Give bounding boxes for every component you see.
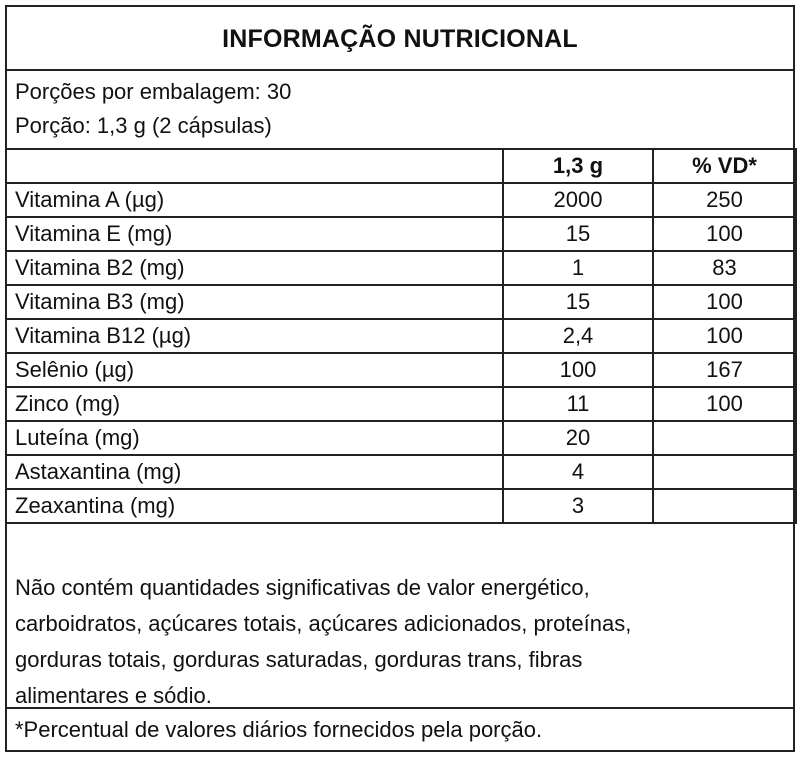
nutrient-daily-value: [653, 489, 796, 523]
panel-title: INFORMAÇÃO NUTRICIONAL: [7, 7, 793, 71]
nutrition-note: [15, 570, 785, 714]
servings-per-package: Porções por embalagem: 30: [15, 79, 292, 104]
note-line: Não contém quantidades significativas de valor energético,: [15, 575, 590, 600]
nutrient-daily-value: 167: [653, 353, 796, 387]
nutrient-daily-value: 100: [653, 319, 796, 353]
nutrient-name: Vitamina B2 (mg): [6, 251, 503, 285]
nutrient-name: Selênio (µg): [6, 353, 503, 387]
nutrient-name: Zeaxantina (mg): [6, 489, 503, 523]
nutrient-daily-value: [653, 421, 796, 455]
table-row: [6, 387, 796, 421]
table-row: [6, 251, 796, 285]
nutrient-amount: 15: [503, 217, 653, 251]
nutrient-name: Vitamina E (mg): [6, 217, 503, 251]
header-nutrient: [6, 149, 503, 183]
nutrient-name: Zinco (mg): [6, 387, 503, 421]
nutrient-amount: 15: [503, 285, 653, 319]
serving-info: [15, 75, 291, 143]
table-row: [6, 455, 796, 489]
nutrient-amount: 11: [503, 387, 653, 421]
nutrient-daily-value: 83: [653, 251, 796, 285]
table-row: [6, 421, 796, 455]
header-amount: 1,3 g: [503, 149, 653, 183]
note-line: alimentares e sódio.: [15, 683, 212, 708]
note-line: carboidratos, açúcares totais, açúcares adicionados, proteínas,: [15, 611, 632, 636]
nutrient-name: Astaxantina (mg): [6, 455, 503, 489]
nutrient-amount: 1: [503, 251, 653, 285]
nutrient-amount: 2,4: [503, 319, 653, 353]
nutrition-facts-panel: [5, 5, 795, 752]
table-row: [6, 319, 796, 353]
nutrient-name: Luteína (mg): [6, 421, 503, 455]
nutrient-table: [5, 148, 797, 524]
nutrient-amount: 100: [503, 353, 653, 387]
nutrient-daily-value: 250: [653, 183, 796, 217]
table-row: [6, 183, 796, 217]
nutrient-daily-value: [653, 455, 796, 489]
nutrient-daily-value: 100: [653, 217, 796, 251]
nutrient-amount: 3: [503, 489, 653, 523]
nutrient-amount: 4: [503, 455, 653, 489]
footnote-divider: [7, 707, 793, 709]
note-line: gorduras totais, gorduras saturadas, gorduras trans, fibras: [15, 647, 583, 672]
table-header-row: [6, 149, 796, 183]
nutrient-name: Vitamina B12 (µg): [6, 319, 503, 353]
daily-value-footnote: *Percentual de valores diários fornecidos pela porção.: [15, 717, 543, 742]
table-row: [6, 489, 796, 523]
nutrient-name: Vitamina A (µg): [6, 183, 503, 217]
nutrient-amount: 20: [503, 421, 653, 455]
table-row: [6, 353, 796, 387]
header-daily-value: % VD*: [653, 149, 796, 183]
serving-size: Porção: 1,3 g (2 cápsulas): [15, 113, 272, 138]
table-row: [6, 217, 796, 251]
nutrient-daily-value: 100: [653, 285, 796, 319]
table-row: [6, 285, 796, 319]
nutrient-amount: 2000: [503, 183, 653, 217]
nutrient-daily-value: 100: [653, 387, 796, 421]
nutrient-name: Vitamina B3 (mg): [6, 285, 503, 319]
